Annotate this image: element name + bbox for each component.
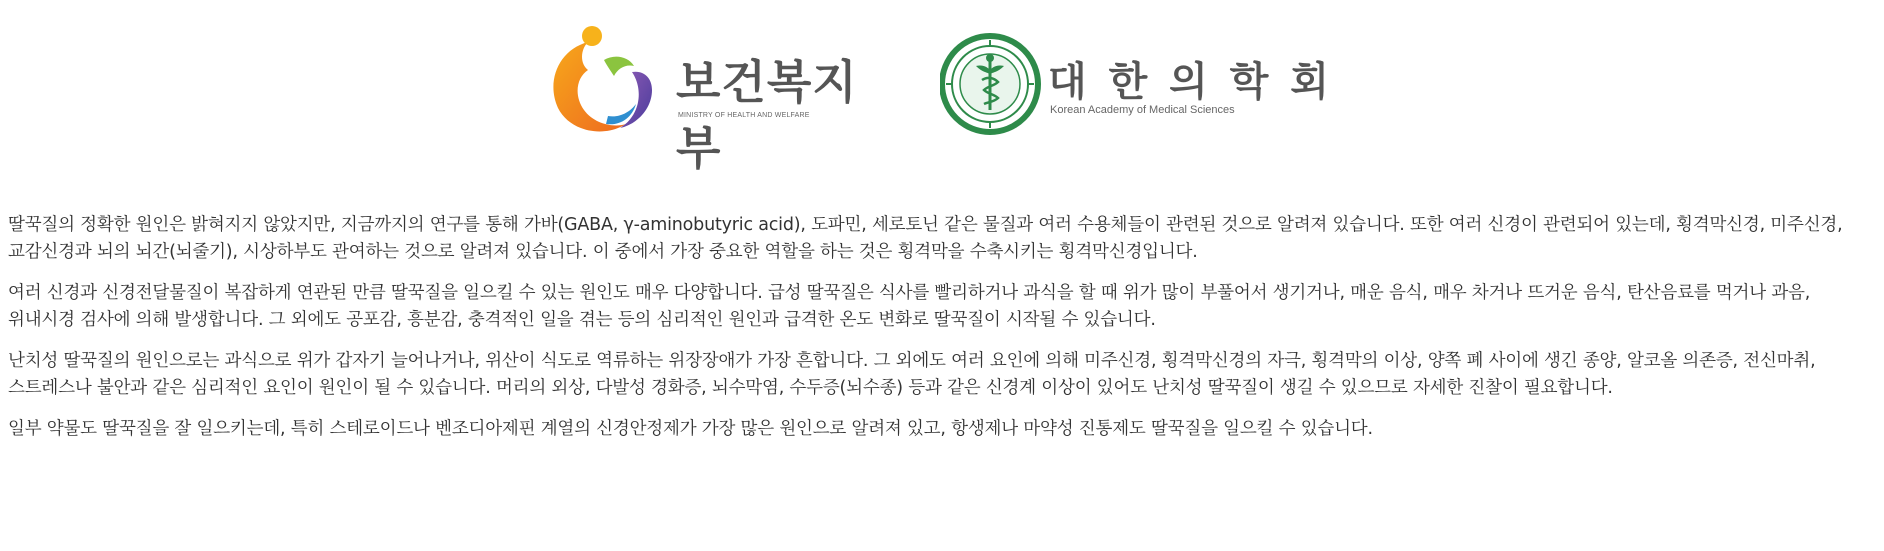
article-body [8, 212, 1874, 457]
kams-name: 대 한 의 학 회 [1048, 59, 1333, 105]
paragraph-intractable-causes: 난치성 딸꾹질의 원인으로는 과식으로 위가 갑자기 늘어나거나, 위산이 식도로 역류하는 위장장애가 가장 흔합니다. 그 외에도 여러 요인에 의해 미주신경, 횡격막신경의 자극, 횡격막의 이상, 양쪽 폐 사이에 생긴 종양, 알코올 의존증, 전신마취, 스트레스나 불안과 같은 심리적인 요인이 원인이 될 수 있습니다. 머리의 외상, 다발성 경화증, 뇌수막염, 수두증(뇌수종) 등과 같은 신경계 이상이 있어도 난치성 딸꾹질이 생길 수 있으므로 자세한 진찰이 필요합니다. [8, 351, 1816, 398]
mohw-logo[interactable] [548, 20, 878, 175]
kams-seal-icon [940, 20, 1050, 140]
paragraph-acute-causes: 여러 신경과 신경전달물질이 복잡하게 연관된 만큼 딸꾹질을 일으킬 수 있는 원인도 매우 다양합니다. 급성 딸꾹질은 식사를 빨리하거나 과식을 할 때 위가 많이 부풀어서 생기거나, 매운 음식, 매우 차거나 뜨거운 음식, 탄산음료를 먹거나 과음, 위내시경 검사에 의해 발생합니다. 그 외에도 공포감, 흥분감, 충격적인 일을 겪는 등의 심리적인 원인과 급격한 온도 변화로 딸꾹질이 시작될 수 있습니다. [8, 283, 1811, 330]
paragraph-drug-causes: 일부 약물도 딸꾹질을 잘 일으키는데, 특히 스테로이드나 벤조디아제핀 계열의 신경안정제가 가장 많은 원인으로 알려져 있고, 항생제나 마약성 진통제도 딸꾹질을 일으킬 수 있습니다. [8, 419, 1373, 439]
mohw-name: 보건복지부 [676, 55, 858, 175]
kams-subtitle: Korean Academy of Medical Sciences [1050, 104, 1235, 116]
kams-logo[interactable] [940, 20, 1333, 140]
header-logos [0, 20, 1884, 175]
mohw-subtitle: MINISTRY OF HEALTH AND WELFARE [678, 112, 810, 119]
paragraph-causes-overview: 딸꾹질의 정확한 원인은 밝혀지지 않았지만, 지금까지의 연구를 통해 가바(GABA, γ-aminobutyric acid), 도파민, 세로토닌 같은 물질과 여러 수용체들이 관련된 것으로 알려져 있습니다. 또한 여러 신경이 관련되어 있는데, 횡격막신경, 미주신경, 교감신경과 뇌의 뇌간(뇌줄기), 시상하부도 관여하는 것으로 알려져 있습니다. 이 중에서 가장 중요한 역할을 하는 것은 횡격막을 수축시키는 횡격막신경입니다. [8, 215, 1843, 262]
